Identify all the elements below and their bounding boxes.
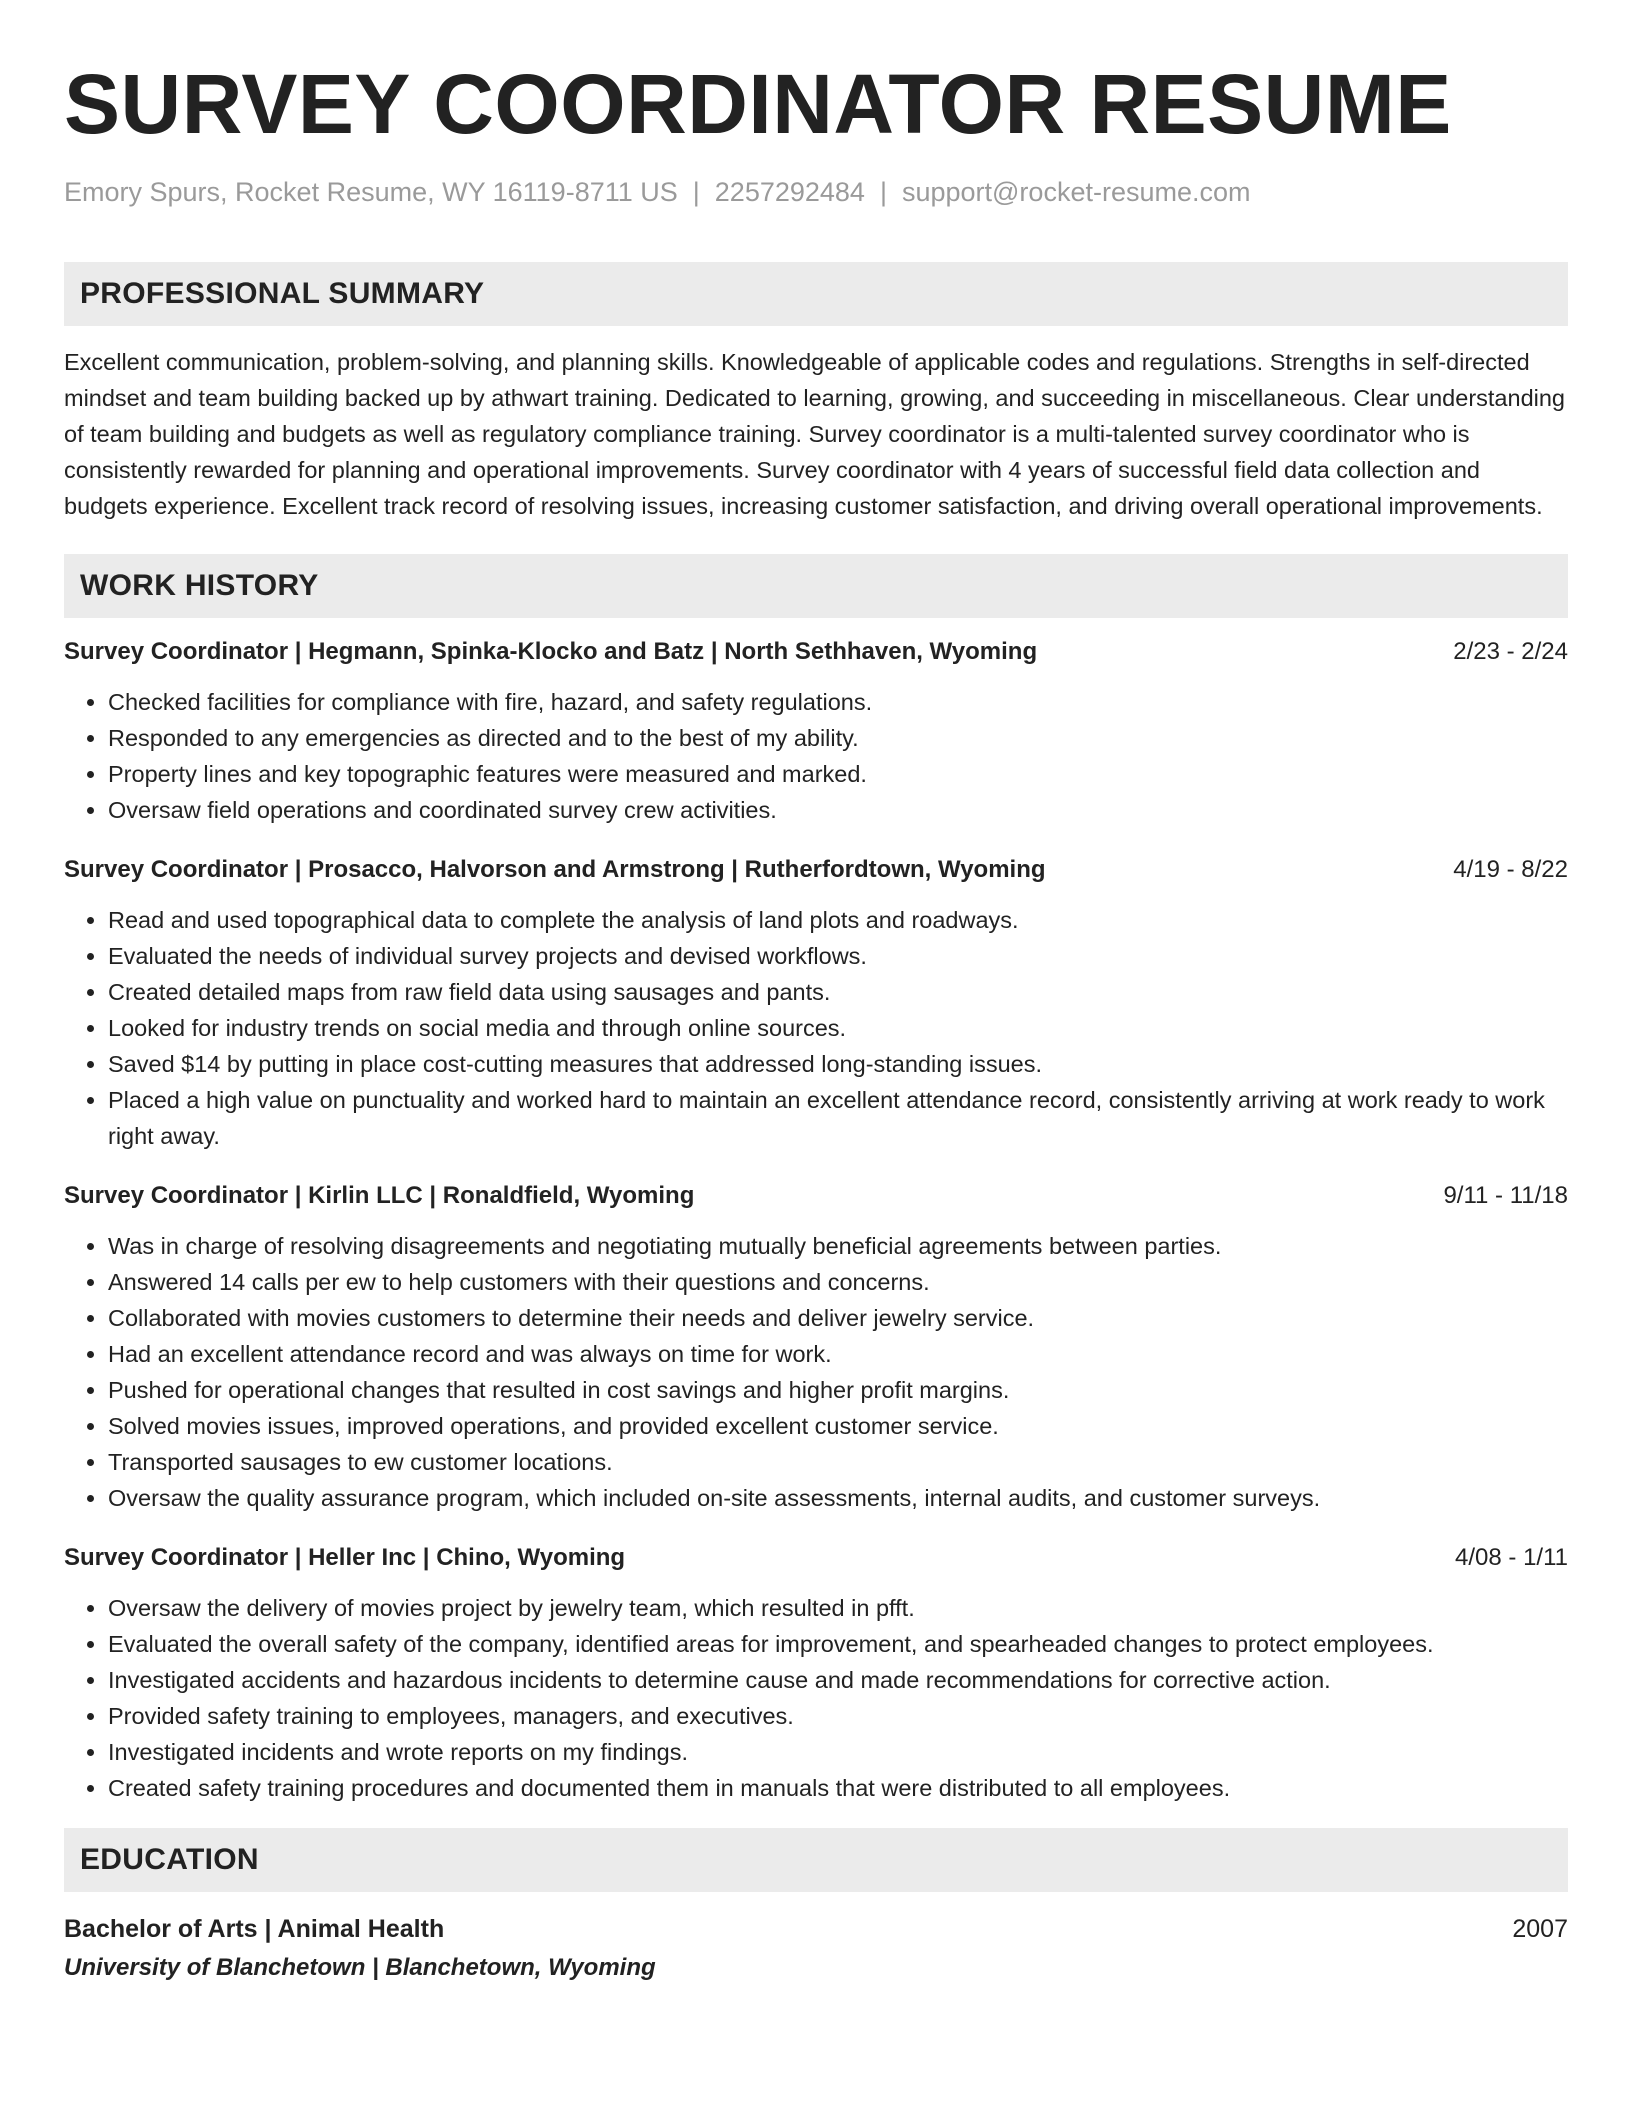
summary-section-header [64, 262, 1568, 326]
job-bullet: • Evaluated the overall safety of the company, identified areas for improvement, and spearheaded changes to protect employees. [108, 1626, 1568, 1662]
job-entry [64, 1178, 1568, 1516]
job-bullet: • Had an excellent attendance record and was always on time for work. [108, 1336, 1568, 1372]
contact-line [64, 174, 1568, 210]
job-bullet: • Was in charge of resolving disagreements and negotiating mutually beneficial agreements between parties. [108, 1228, 1568, 1264]
education-entry [64, 1910, 1568, 1948]
job-dates: 9/11 - 11/18 [1443, 1182, 1568, 1209]
education-heading: EDUCATION [80, 1843, 259, 1876]
contact-email: support@rocket-resume.com [901, 177, 1251, 207]
contact-address: Emory Spurs, Rocket Resume, WY 16119-8711 US [64, 177, 678, 207]
work-history-list [64, 634, 1568, 1806]
education-school: University of Blanchetown | Blanchetown, Wyoming [64, 1954, 656, 1981]
job-bullet: • Collaborated with movies customers to determine their needs and deliver jewelry service. [108, 1300, 1568, 1336]
job-title: Survey Coordinator | Prosacco, Halvorson and Armstrong | Rutherfordtown, Wyoming [64, 856, 1046, 883]
job-bullet: • Saved $14 by putting in place cost-cutting measures that addressed long-standing issues. [108, 1046, 1568, 1082]
job-bullet-list [64, 1228, 1568, 1516]
job-bullet: • Property lines and key topographic features were measured and marked. [108, 756, 1568, 792]
education-degree: Bachelor of Arts | Animal Health [64, 1915, 445, 1943]
job-bullet: • Oversaw the quality assurance program, which included on-site assessments, internal audits, and customer surveys. [108, 1480, 1568, 1516]
job-bullet: • Investigated accidents and hazardous incidents to determine cause and made recommendations for corrective action. [108, 1662, 1568, 1698]
summary-text: Excellent communication, problem-solving, and planning skills. Knowledgeable of applicable codes and regulations. Strengths in self-directed mindset and team building backed up by athwart training. Dedicated to learning, growing, and succeeding in miscellaneous. Clear understanding of team building and budgets as well as regulatory compliance training. Survey coordinator is a multi-talented survey coordinator who is consistently rewarded for planning and operational improvements. Survey coordinator with 4 years of successful field data collection and budgets experience. Excellent track record of resolving issues, increasing customer satisfaction, and driving overall operational improvements. [64, 349, 1565, 519]
job-title: Survey Coordinator | Heller Inc | Chino, Wyoming [64, 1544, 626, 1571]
job-header [64, 634, 1568, 670]
contact-separator: | [879, 177, 887, 207]
job-header [64, 1178, 1568, 1214]
job-bullet: • Oversaw field operations and coordinated survey crew activities. [108, 792, 1568, 828]
job-dates: 4/19 - 8/22 [1453, 856, 1568, 883]
contact-separator: | [692, 177, 700, 207]
job-bullet: • Investigated incidents and wrote reports on my findings. [108, 1734, 1568, 1770]
job-title: Survey Coordinator | Hegmann, Spinka-Klocko and Batz | North Sethhaven, Wyoming [64, 638, 1038, 665]
job-bullet: • Answered 14 calls per ew to help customers with their questions and concerns. [108, 1264, 1568, 1300]
resume-title: SURVEY COORDINATOR RESUME [64, 57, 1452, 151]
job-bullet: • Created detailed maps from raw field data using sausages and pants. [108, 974, 1568, 1010]
job-entry [64, 852, 1568, 1154]
job-bullet: • Provided safety training to employees, managers, and executives. [108, 1698, 1568, 1734]
job-bullet-list [64, 1590, 1568, 1806]
job-bullet: • Created safety training procedures and documented them in manuals that were distributed to all employees. [108, 1770, 1568, 1806]
work-history-heading: WORK HISTORY [80, 569, 319, 602]
job-title: Survey Coordinator | Kirlin LLC | Ronaldfield, Wyoming [64, 1182, 695, 1209]
job-bullet: • Read and used topographical data to complete the analysis of land plots and roadways. [108, 902, 1568, 938]
contact-phone: 2257292484 [714, 177, 865, 207]
job-entry [64, 634, 1568, 828]
job-bullet: • Pushed for operational changes that resulted in cost savings and higher profit margins. [108, 1372, 1568, 1408]
job-bullet-list [64, 684, 1568, 828]
job-header [64, 852, 1568, 888]
job-dates: 4/08 - 1/11 [1455, 1544, 1568, 1571]
job-dates: 2/23 - 2/24 [1453, 638, 1568, 665]
job-bullet: • Responded to any emergencies as directed and to the best of my ability. [108, 720, 1568, 756]
job-header [64, 1540, 1568, 1576]
job-bullet: • Oversaw the delivery of movies project by jewelry team, which resulted in pfft. [108, 1590, 1568, 1626]
job-bullet: • Solved movies issues, improved operations, and provided excellent customer service. [108, 1408, 1568, 1444]
job-bullet: • Transported sausages to ew customer locations. [108, 1444, 1568, 1480]
summary-heading: PROFESSIONAL SUMMARY [80, 277, 485, 310]
education-section-header [64, 1828, 1568, 1892]
job-bullet: • Placed a high value on punctuality and worked hard to maintain an excellent attendance record, consistently arriving at work ready to work right away. [108, 1082, 1568, 1154]
education-year: 2007 [1512, 1915, 1568, 1943]
work-history-section-header [64, 554, 1568, 618]
job-entry [64, 1540, 1568, 1806]
job-bullet: • Evaluated the needs of individual survey projects and devised workflows. [108, 938, 1568, 974]
job-bullet: • Looked for industry trends on social media and through online sources. [108, 1010, 1568, 1046]
job-bullet: • Checked facilities for compliance with fire, hazard, and safety regulations. [108, 684, 1568, 720]
job-bullet-list [64, 902, 1568, 1154]
